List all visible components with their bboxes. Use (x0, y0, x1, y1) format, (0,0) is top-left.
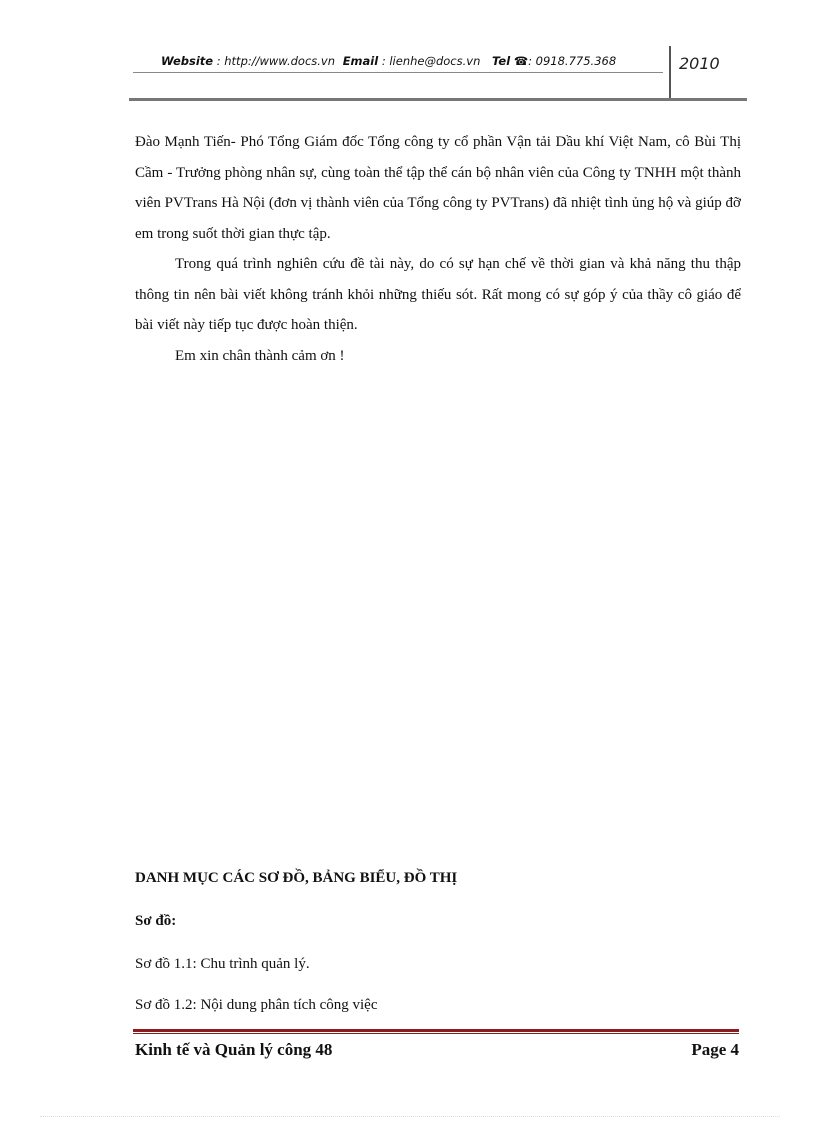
footer-divider-thick (133, 1029, 739, 1032)
header-year: 2010 (679, 54, 720, 73)
paragraph-thanks: Em xin chân thành cảm ơn ! (175, 347, 345, 364)
footer-divider-thin (133, 1033, 739, 1034)
paragraph-acknowledgement: Đào Mạnh Tiến- Phó Tổng Giám đốc Tổng công ty cổ phần Vận tải Dầu khí Việt Nam, cô Bùi Thị Cầm - Trưởng phòng nhân sự, cùng toàn thể tập thể cán bộ nhân viên của Công ty TNHH một thành viên PVTrans Hà Nội (đơn vị thành viên của Tổng công ty PVTrans) đã nhiệt tình ủng hộ và giúp đỡ em trong suốt thời gian thực tập. (135, 134, 741, 242)
website-value: : http://www.docs.vn (216, 54, 336, 68)
header-contact-line (161, 54, 667, 68)
website-label: Website (161, 54, 214, 68)
list-title: DANH MỤC CÁC SƠ ĐỒ, BẢNG BIỂU, ĐỒ THỊ (135, 870, 458, 886)
header-vertical-divider (669, 46, 671, 100)
footer-page-number: Page 4 (691, 1040, 739, 1059)
header-divider-thick (129, 98, 747, 101)
tel-label: Tel (492, 54, 511, 68)
tel-value: : 0918.775.368 (528, 54, 617, 68)
page-edge-dotted (40, 1116, 780, 1117)
header-divider-thin (133, 72, 663, 73)
footer-course-label: Kinh tế và Quản lý công 48 (135, 1040, 333, 1059)
phone-icon: ☎ (513, 54, 529, 68)
page-header (133, 46, 743, 102)
paragraph-limitations: Trong quá trình nghiên cứu đề tài này, do có sự hạn chế về thời gian và khả năng thu thập thông tin nên bài viết không tránh khỏi những thiếu sót. Rất mong có sự góp ý của thầy cô giáo để bài viết này tiếp tục được hoàn thiện. (135, 256, 741, 333)
list-of-figures (135, 866, 741, 1035)
list-item: Sơ đồ 1.2: Nội dung phân tích công việc (135, 997, 378, 1013)
list-item: Sơ đồ 1.1: Chu trình quản lý. (135, 956, 310, 972)
email-value: : lienhe@docs.vn (381, 54, 481, 68)
list-subheading: Sơ đồ: (135, 913, 177, 929)
body-text (135, 127, 741, 371)
email-label: Email (342, 54, 379, 68)
